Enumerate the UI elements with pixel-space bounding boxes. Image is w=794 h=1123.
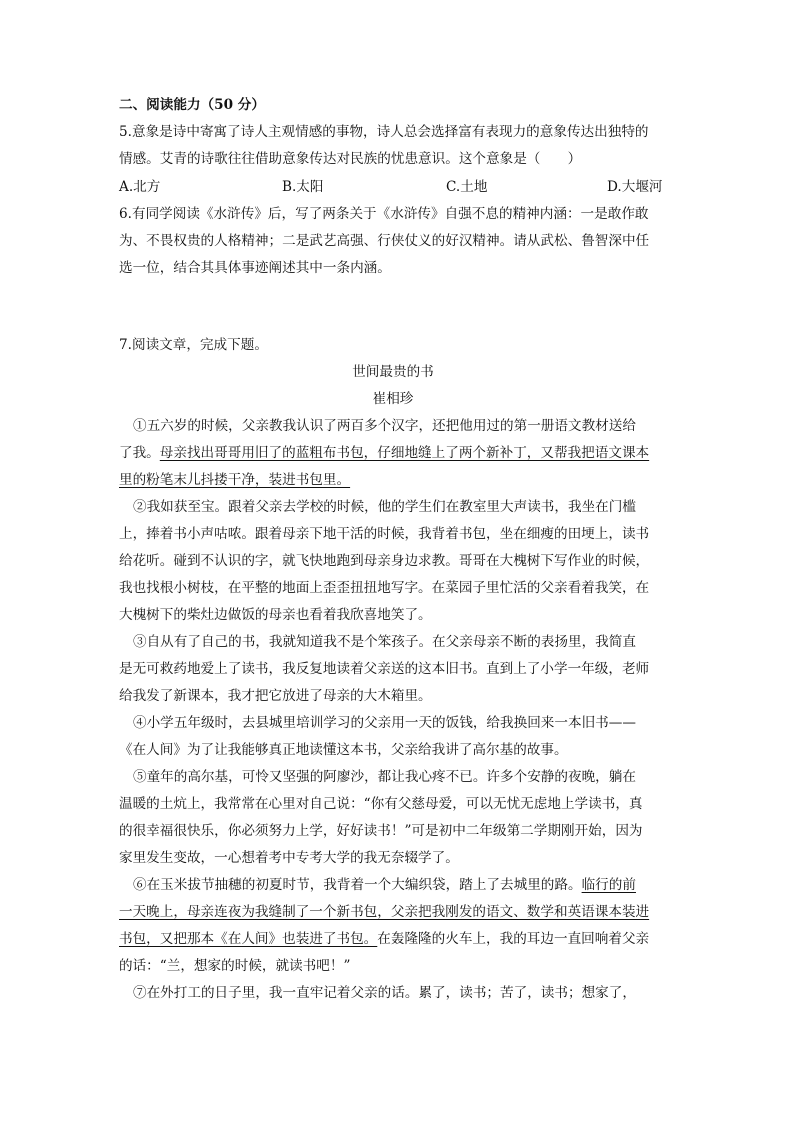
q5-stem-line-1: 5.意象是诗中寄寓了诗人主观情感的事物，诗人总会选择富有表现力的意象传达出独特的 bbox=[119, 124, 649, 140]
q6-stem-line-2: 为、不畏权贵的人格精神；二是武艺高强、行侠仗义的好汉精神。请从武松、鲁智深中任 bbox=[119, 233, 650, 249]
p3-line-3: 给我发了新课本，我才把它放进了母亲的大木箱里。 bbox=[119, 688, 432, 704]
p3-line-1: ③自从有了自己的书，我就知道我不是个笨孩子。在父亲母亲不断的表扬里，我简直 bbox=[133, 634, 636, 650]
p7-line-1: ⑦在外打工的日子里，我一直牢记着父亲的话。累了，读书；苦了，读书；想家了， bbox=[133, 985, 636, 1001]
p5-line-4: 家里发生变故，一心想着考中专考大学的我无奈辍学了。 bbox=[119, 850, 459, 866]
p6-underlined-sentence-middle: 一天晚上，母亲连夜为我缝制了一个新书包，父亲把我刚发的语文、数学和英语课本装进 bbox=[119, 904, 650, 920]
section-title: 二、阅读能力（50 分） bbox=[119, 97, 265, 113]
p2-line-2: 上，捧着书小声咕哝。跟着母亲下地干活的时候，我背着书包，坐在细瘦的田埂上，读书 bbox=[119, 526, 650, 542]
q5-stem-line-2: 情感。艾青的诗歌往往借助意象传达对民族的忧患意识。这个意象是（ ） bbox=[119, 151, 582, 167]
p1-line-1: ①五六岁的时候，父亲教我认识了两百多个汉字，还把他用过的第一册语文教材送给 bbox=[133, 418, 636, 434]
q6-stem-line-1: 6.有同学阅读《水浒传》后，写了两条关于《水浒传》自强不息的精神内涵：一是敢作敢 bbox=[119, 206, 649, 222]
p1-underlined-sentence-start: 母亲找出哥哥用旧了的蓝粗布书包，仔细地缝上了两个新补丁，又帮我把语文课本 bbox=[159, 445, 650, 461]
p6-line-1-plain: ⑥在玉米拔节抽穗的初夏时节，我背着一个大编织袋，踏上了去城里的路。 bbox=[133, 877, 582, 893]
p5-line-1: ⑤童年的高尔基，可怜又坚强的阿廖沙，都让我心疼不已。许多个安静的夜晚，躺在 bbox=[133, 769, 636, 785]
article-author: 崔相珍 bbox=[372, 391, 414, 407]
q5-option-a: A.北方 bbox=[119, 179, 161, 195]
q7-prompt: 7.阅读文章，完成下题。 bbox=[119, 337, 268, 353]
p6-underlined-sentence-end: 书包，又把那本《在人间》也装进了书包。 bbox=[119, 931, 378, 947]
p6-underlined-sentence-start: 临行的前 bbox=[581, 877, 636, 893]
p5-line-3: 的很幸福很快乐，你必须努力上学，好好读书！”可是初中二年级第二学期刚开始，因为 bbox=[119, 823, 643, 839]
p2-line-1: ②我如获至宝。跟着父亲去学校的时候，他的学生们在教室里大声读书，我坐在门槛 bbox=[133, 499, 636, 515]
q5-option-b: B.太阳 bbox=[282, 179, 324, 195]
q5-option-d: D.大堰河 bbox=[607, 179, 663, 195]
p2-line-3: 给花听。碰到不认识的字，就飞快地跑到母亲身边求教。哥哥在大槐树下写作业的时候， bbox=[119, 553, 650, 569]
p4-line-1: ④小学五年级时，去县城里培训学习的父亲用一天的饭钱，给我换回来一本旧书—— bbox=[133, 715, 636, 731]
p6-line-3-plain: 在轰隆隆的火车上，我的耳边一直回响着父亲 bbox=[377, 931, 650, 947]
p1-underlined-sentence-end: 里的粉笔末儿抖搂干净，装进书包里。 bbox=[119, 472, 351, 488]
p3-line-2: 是无可救药地爱上了读书，我反复地读着父亲送的这本旧书。直到上了小学一年级，老师 bbox=[119, 661, 650, 677]
q5-option-c: C.土地 bbox=[446, 179, 488, 195]
p6-line-4: 的话：“兰，想家的时候，就读书吧！” bbox=[119, 958, 351, 974]
p6-line-3 bbox=[119, 929, 667, 949]
p1-line-2 bbox=[119, 443, 667, 463]
p4-line-2: 《在人间》为了让我能够真正地读懂这本书，父亲给我讲了高尔基的故事。 bbox=[119, 742, 568, 758]
q5-options bbox=[119, 177, 667, 197]
p5-line-2: 温暖的土炕上，我常常在心里对自己说：“你有父慈母爱，可以无忧无虑地上学读书，真 bbox=[119, 796, 643, 812]
q6-stem-line-3: 选一位，结合其具体事迹阐述其中一条内涵。 bbox=[119, 260, 391, 276]
p2-line-5: 大槐树下的柴灶边做饭的母亲也看着我欣喜地笑了。 bbox=[119, 607, 432, 623]
p2-line-4: 我也找根小树枝，在平整的地面上歪歪扭扭地写字。在菜园子里忙活的父亲看着我笑，在 bbox=[119, 580, 650, 596]
article-title: 世间最贵的书 bbox=[352, 364, 434, 380]
p6-line-1 bbox=[133, 875, 681, 895]
p1-line-2-plain: 了我。 bbox=[119, 445, 160, 461]
